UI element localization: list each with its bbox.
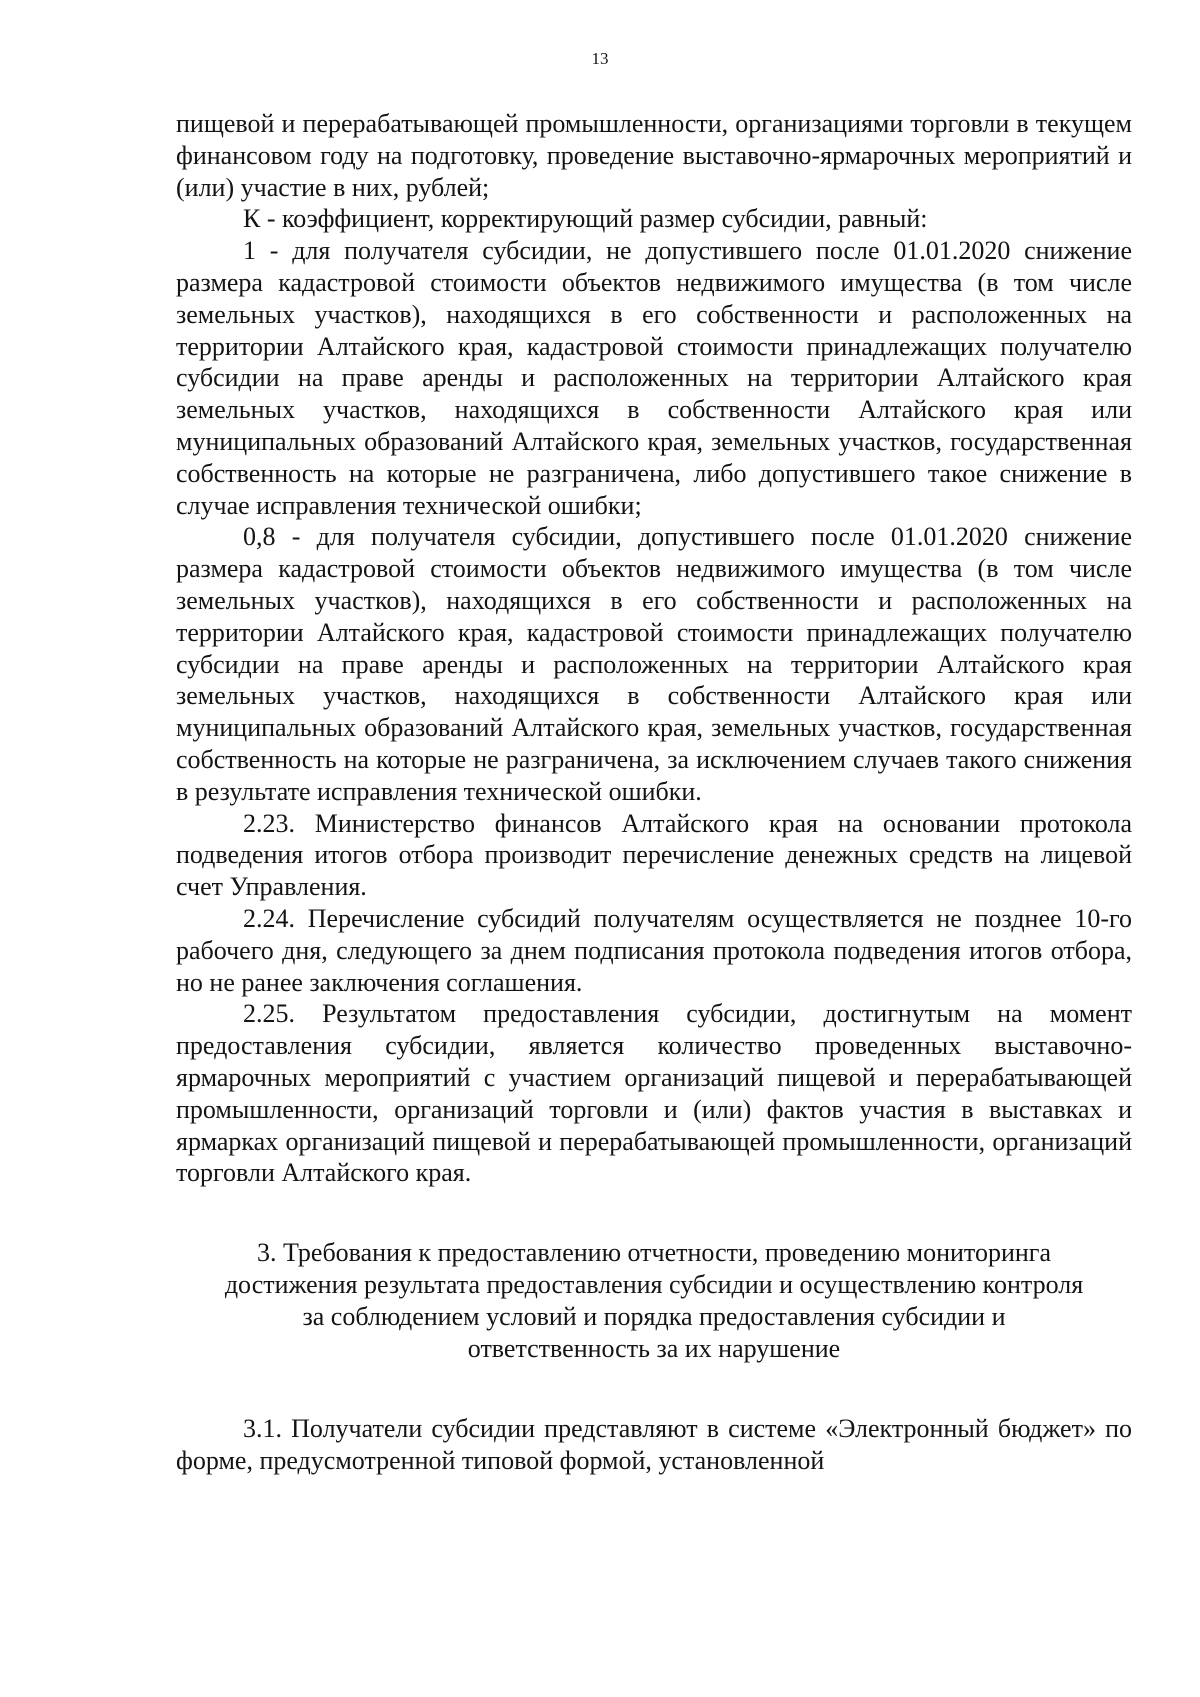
paragraph-clause-2-24: 2.24. Перечисление субсидий получателям осуществляется не позднее 10-го рабочего дня, следующего за днем подписания протокола подведения итогов отбора, но не ранее заключения соглашения. <box>176 903 1132 997</box>
paragraph-clause-2-25: 2.25. Результатом предоставления субсидии, достигнутым на момент предоставления субсидии, является количество проведенных выставочно-ярмарочных мероприятий с участием организаций пищевой и перерабатывающей промышленности, организаций торговли и (или) фактов участия в выставках и ярмарках организаций пищевой и перерабатывающей промышленности, организаций торговли Алтайского края. <box>176 999 1132 1188</box>
paragraph-coefficient-value-0-8: 0,8 - для получателя субсидии, допустившего после 01.01.2020 снижение размера кадастровой стоимости объектов недвижимого имущества (в том числе земельных участков), находящихся в его собственности и расположенных на территории Алтайского края, кадастровой стоимости принадлежащих получателю субсидии на праве аренды и расположенных на территории Алтайского края земельных участков, находящихся в собственности Алтайского края или муниципальных образований Алтайского края, земельных участков, государственная собственность на которые не разграничена, за исключением случаев такого снижения в результате исправления технической ошибки. <box>176 522 1132 806</box>
document-body <box>176 108 1132 1477</box>
paragraph-coefficient-definition: К - коэффициент, корректирующий размер субсидии, равный: <box>243 204 928 234</box>
paragraph-clause-2-23: 2.23. Министерство финансов Алтайского края на основании протокола подведения итогов отбора производит перечисление денежных средств на лицевой счет Управления. <box>176 808 1132 902</box>
paragraph-clause-3-1: 3.1. Получатели субсидии представляют в системе «Электронный бюджет» по форме, предусмотренной типовой формой, установленной <box>176 1414 1132 1475</box>
section-heading-line: ответственность за их нарушение <box>467 1334 841 1364</box>
paragraph-continuation: пищевой и перерабатывающей промышленности, организациями торговли в текущем финансовом году на подготовку, проведение выставочно-ярмарочных мероприятий и (или) участие в них, рублей; <box>176 109 1132 202</box>
section-heading-line: достижения результата предоставления субсидии и осуществлению контроля <box>224 1270 1084 1300</box>
page-number: 13 <box>591 49 609 68</box>
section-heading-line: 3. Требования к предоставлению отчетности, проведению мониторинга <box>257 1238 1051 1268</box>
section-heading <box>176 1237 1132 1365</box>
paragraph-coefficient-value-1: 1 - для получателя субсидии, не допустившего после 01.01.2020 снижение размера кадастровой стоимости объектов недвижимого имущества (в том числе земельных участков), находящихся в его собственности и расположенных на территории Алтайского края, кадастровой стоимости принадлежащих получателю субсидии на праве аренды и расположенных на территории Алтайского края земельных участков, находящихся в собственности Алтайского края или муниципальных образований Алтайского края, земельных участков, государственная собственность на которые не разграничена, либо допустившего такое снижение в случае исправления технической ошибки; <box>176 236 1132 520</box>
section-heading-line: за соблюдением условий и порядка предоставления субсидии и <box>302 1302 1006 1332</box>
